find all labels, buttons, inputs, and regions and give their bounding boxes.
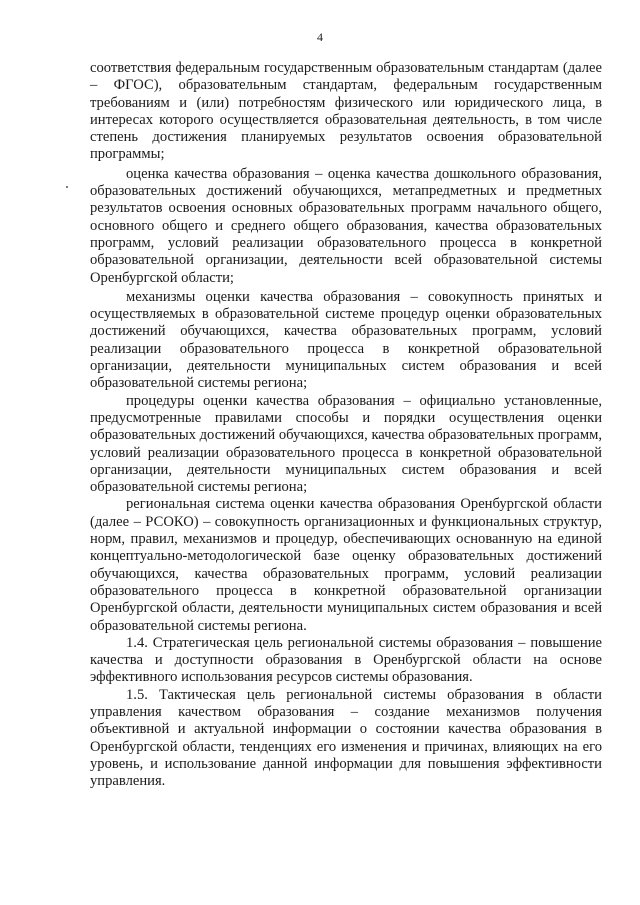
paragraph-rsoko-definition: региональная система оценки качества образования Оренбургской области (далее – РСОКО) – совокупность организационных и функциональных структур, норм, правил, механизмов и процедур, обеспечивающих основанную на единой концептуально-методологической базе оценку образовательных достижений обучающихся, качества образовательных программ, условий реализации образовательного процесса в конкретной образовательной организации Оренбургской области, деятельности муниципальных систем образования и всей образовательной системы региона.	[90, 496, 602, 634]
paragraph-assessment-mechanisms-definition: механизмы оценки качества образования – совокупность принятых и осуществляемых в образовательной системе процедур оценки образовательных достижений обучающихся, качества образовательных программ, условий реализации образовательного процесса в конкретной образовательной организации, деятельности муниципальных систем образования и всей образовательной системы региона;	[90, 288, 602, 392]
paragraph-tactical-goal: 1.5. Тактическая цель региональной системы образования в области управления качеством образования – создание механизмов получения объективной и актуальной информации о состоянии качества образования в Оренбургской области, тенденциях его изменения и причинах, влияющих на его уровень, и использование данной информации для повышения эффективности управления.	[90, 686, 602, 790]
paragraph-assessment-procedures-definition: процедуры оценки качества образования – официально установленные, предусмотренные правилами способы и порядки осуществления оценки образовательных достижений обучающихся, качества образовательных программ, условий реализации образовательного процесса в конкретной образовательной организации, деятельности муниципальных систем образования и всей образовательной системы региона;	[90, 392, 602, 496]
scan-speck	[66, 186, 68, 188]
paragraph-strategic-goal: 1.4. Стратегическая цель региональной системы образования – повышение качества и доступности образования в Оренбургской области на основе эффективного использования ресурсов системы образования.	[90, 634, 602, 686]
document-body	[90, 60, 602, 790]
paragraph-conformity-continuation: соответствия федеральным государственным образовательным стандартам (далее – ФГОС), образовательным стандартам, федеральным государственным требованиям и (или) потребностям физического или юридического лица, в интересах которого осуществляется образовательная деятельность, в том числе степень достижения планируемых результатов освоения образовательной программы;	[90, 60, 602, 163]
paragraph-quality-assessment-definition: оценка качества образования – оценка качества дошкольного образования, образовательных достижений обучающихся, метапредметных и предметных результатов освоения основных образовательных программ начального общего, основного общего и среднего общего образования, качества образовательных программ, условий реализации образовательного процесса в конкретной образовательной организации, деятельности всей образовательной системы Оренбургской области;	[90, 165, 602, 286]
page-number: 4	[317, 30, 323, 44]
